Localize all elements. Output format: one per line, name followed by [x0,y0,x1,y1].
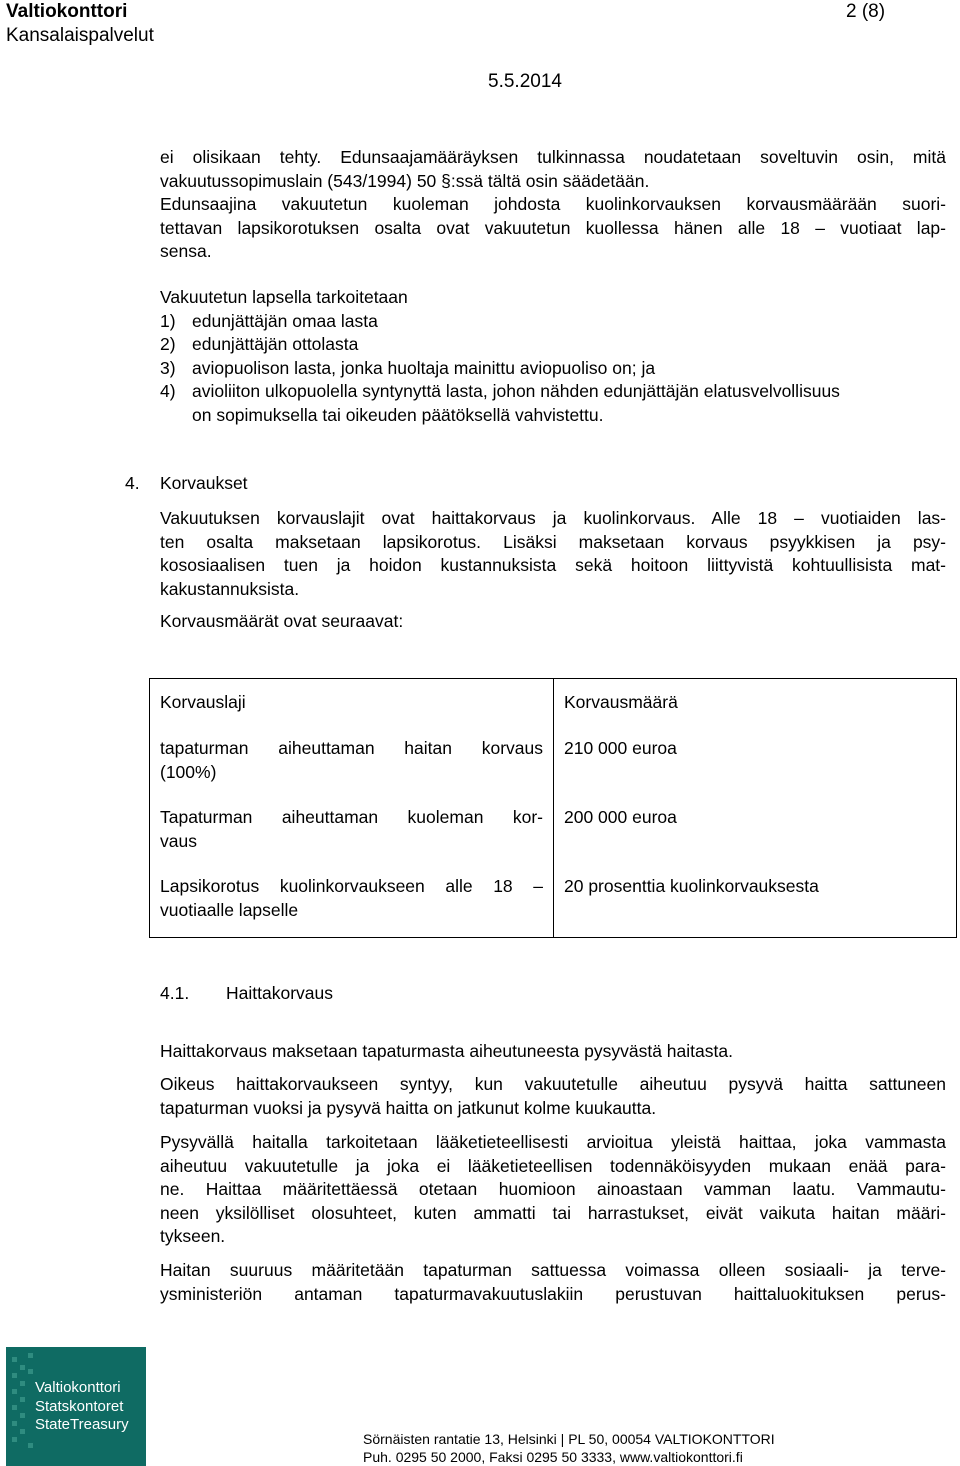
text-line: vuotiaalle lapselle [160,899,299,920]
subsection-number: 4.1. [160,983,190,1003]
text-line: neen yksilölliset olosuhteet, kuten ammatti tai harrastukset, eivät vaikuta haitan määri- [160,1202,946,1223]
list-item [160,380,946,427]
text-line: ne. Haittaa määritettäessä otetaan huomioon ainoastaan vamman laatu. Vammautu- [160,1179,946,1199]
valtiokonttori-logo [6,1347,146,1466]
text-line: avioliiton ulkopuolella syntynyttä lasta, johon nähden edunjättäjän elatusvelvollisuus [192,381,840,401]
department-name: Kansalaispalvelut [6,25,154,46]
text-line: Tapaturman aiheuttaman kuoleman kor- [160,807,543,827]
subsection-title: Haittakorvaus [226,983,333,1003]
amounts-intro: Korvausmäärät ovat seuraavat: [160,611,404,631]
list-text [192,380,946,427]
footer-contact: Puh. 0295 50 2000, Faksi 0295 50 3333, www.valtiokonttori.fi [363,1449,743,1465]
disability-size-paragraph [160,1259,946,1306]
table-cell-type [150,806,554,875]
text-line: Vakuutuksen korvauslajit ovat haittakorvaus ja kuolinkorvaus. Alle 18 – vuotiaiden las- [160,508,946,528]
disability-definition-paragraph [160,1131,946,1249]
table-row [150,875,957,938]
page-number: 2 (8) [846,1,886,22]
section-title: Korvaukset [160,473,248,493]
text-line: tettavan lapsikorotuksen osalta ovat vakuutetun kuollessa hänen alle 18 – vuotiaat lap- [160,217,946,238]
list-text: aviopuolison lasta, jonka huoltaja mainittu aviopuoliso on; ja [192,357,656,378]
table-cell-type [150,737,554,806]
compensation-paragraph [160,507,946,601]
table-row [150,737,957,806]
text-line: kososiaalisen tuen ja hoidon kustannuksista sekä hoitoon liittyvistä kohtuullisista mat- [160,555,946,575]
text-line: vakuutussopimuslain (543/1994) 50 §:ssä tältä osin säädetään. [160,170,650,191]
list-number: 1) [160,310,176,331]
text-line: aiheutuu vakuutetulle ja joka ei lääketieteellisen todennäköisyyden mukaan enää para- [160,1155,946,1176]
table-cell-amount: 200 000 euroa [554,806,957,875]
table-cell-type [150,875,554,938]
document-date: 5.5.2014 [488,71,562,92]
text-line: Lapsikorotus kuolinkorvaukseen alle 18 – [160,876,543,896]
text-line: tykseen. [160,1226,226,1246]
compensation-table [149,678,957,938]
list-number: 3) [160,357,176,378]
disability-intro: Haittakorvaus maksetaan tapaturmasta aiheutuneesta pysyvästä haitasta. [160,1041,733,1061]
list-item [160,357,946,381]
list-item [160,310,946,334]
text-line: tapaturman aiheuttaman haitan korvaus [160,738,543,758]
organization-name: Valtiokonttori [6,1,128,22]
text-line: Pysyvällä haitalla tarkoitetaan lääketieteellisesti arvioitua yleistä haittaa, joka vammasta [160,1132,946,1152]
table-cell-amount: 20 prosenttia kuolinkorvauksesta [554,875,957,938]
text-line: ei olisikaan tehty. Edunsaajamääräyksen tulkinnassa noudatetaan soveltuvin osin, mitä [160,147,946,167]
footer-address: Sörnäisten rantatie 13, Helsinki | PL 50, 00054 VALTIOKONTTORI [363,1431,775,1447]
text-line: (100%) [160,761,217,782]
table-header-row [150,679,957,738]
list-item [160,333,946,357]
table-header-type: Korvauslaji [150,679,554,738]
list-number: 2) [160,334,176,354]
text-line: kakustannuksista. [160,578,300,599]
beneficiary-paragraph [160,146,946,264]
list-number: 4) [160,381,176,401]
table-header-amount: Korvausmäärä [554,679,957,738]
text-line: ysministeriön antaman tapaturmavakuutuslakiin perustuvan haittaluokituksen perus- [160,1283,946,1304]
text-line: on sopimuksella tai oikeuden päätöksellä vahvistettu. [192,404,604,425]
list-text: edunjättäjän omaa lasta [192,310,378,331]
text-line: Oikeus haittakorvaukseen syntyy, kun vakuutetulle aiheutuu pysyvä haitta sattuneen [160,1074,946,1094]
text-line: sensa. [160,241,212,261]
text-line: Edunsaajina vakuutetun kuoleman johdosta kuolinkorvauksen korvausmäärään suori- [160,194,946,214]
text-line: ten osalta maksetaan lapsikorotus. Lisäksi maksetaan korvaus psyykkisen ja psy- [160,531,946,552]
child-definition-list [160,286,946,427]
text-line: Haitan suuruus määritetään tapaturman sattuessa voimassa olleen sosiaali- ja terve- [160,1260,946,1280]
section-number: 4. [125,473,140,493]
text-line: vaus [160,830,197,851]
logo-text: Valtiokonttori Statskontoret StateTreasury [35,1379,129,1433]
table-row [150,806,957,875]
list-intro: Vakuutetun lapsella tarkoitetaan [160,287,408,307]
list-text: edunjättäjän ottolasta [192,334,359,354]
disability-right-paragraph [160,1073,946,1120]
table-cell-amount: 210 000 euroa [554,737,957,806]
text-line: tapaturman vuoksi ja pysyvä haitta on jatkunut kolme kuukautta. [160,1097,657,1118]
